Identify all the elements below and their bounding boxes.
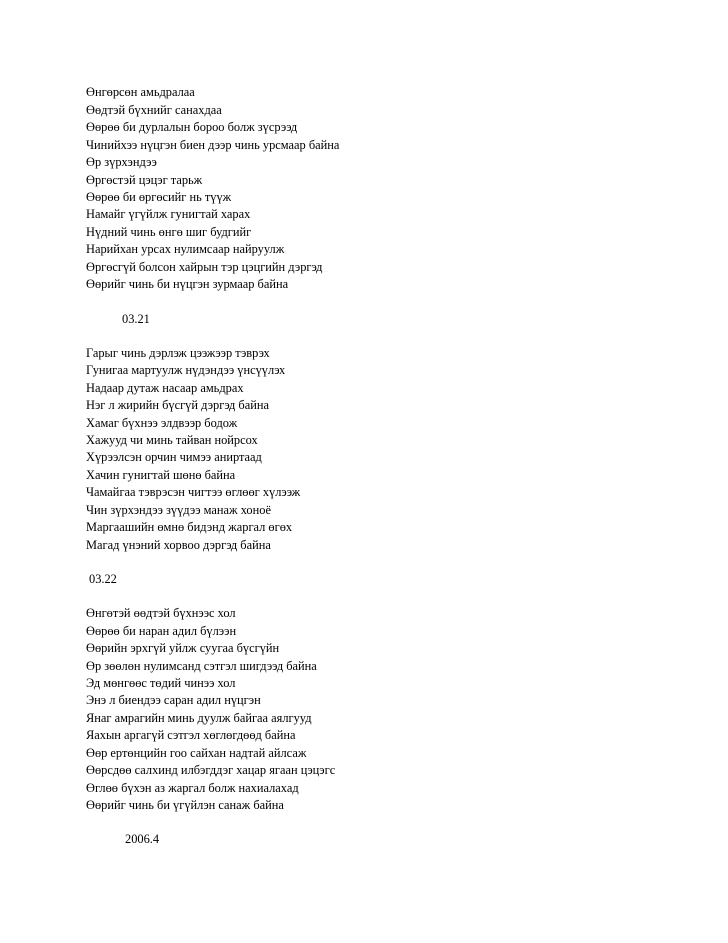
poem-line: Надаар дутаж насаар амьдрах [86, 381, 244, 395]
poem-line: Өөрийг чинь би үгүйлэн санаж байна [86, 798, 284, 812]
poem-line: Чамайгаа тэврэсэн чигтээ өглөөг хүлээж [86, 485, 301, 499]
poem-line: Өөрөө би дурлалын бороо болж зүсрээд [86, 120, 298, 134]
poem-line: Өөрсдөө салхинд илбэгддэг хацар ягаан цэцэгс [86, 763, 336, 777]
poem-line: Гарыг чинь дэрлэж цээжээр тэврэх [86, 346, 270, 360]
poem-line: Гунигаа мартуулж нүдэндээ үнсүүлэх [86, 363, 286, 377]
poem-line: Энэ л биендээ саран адил нүцгэн [86, 693, 261, 707]
poem-line: Нүдний чинь өнгө шиг будгийг [86, 225, 252, 239]
date-label: 03.22 [89, 572, 117, 586]
poem-line: Хажууд чи минь тайван нойрсох [86, 433, 258, 447]
poem-line: Магад үнэний хорвоо дэргэд байна [86, 538, 271, 552]
poem-line: Өөрийн эрхгүй уйлж суугаа бүсгүйн [86, 641, 280, 655]
poem-line: Өр зөөлөн нулимсанд сэтгэл шигдээд байна [86, 659, 317, 673]
poem-line: Эд мөнгөөс төдий чинээ хол [86, 676, 236, 690]
poem-line: Өөр ертөнцийн гоо сайхан надтай айлсаж [86, 746, 307, 760]
poem-line: Чин зүрхэндээ зүүдээ манаж хоноё [86, 503, 271, 517]
poem-line: Өргөстэй цэцэг тарьж [86, 173, 203, 187]
poem-line: Өөрийг чинь би нүцгэн зурмаар байна [86, 277, 289, 291]
poem-line: Яахын аргагүй сэтгэл хөглөгдөөд байна [86, 728, 296, 742]
poem-line: Нэг л жирийн бүсгүй дэргэд байна [86, 398, 269, 412]
poem-line: Өөрөө би наран адил бүлээн [86, 624, 237, 638]
poem-line: Маргаашийн өмнө бидэнд жаргал өгөх [86, 520, 293, 534]
poem-line: Нарийхан урсах нулимсаар найруулж [86, 242, 285, 256]
poem-line: Хүрээлсэн орчин чимээ аниртаад [86, 450, 262, 464]
poem-line: Өнгөрсөн амьдралаа [86, 85, 195, 99]
poem-line: Өр зүрхэндээ [86, 155, 157, 169]
poem-line: Өнгөтэй өөдтэй бүхнээс хол [86, 606, 236, 620]
date-label: 2006.4 [125, 832, 160, 846]
poem-line: Өөдтэй бүхнийг санахдаа [86, 103, 222, 117]
poem-line: Хамаг бүхнээ элдвээр бодож [86, 416, 238, 430]
poem-line: Өргөсгүй болсон хайрын тэр цэцгийн дэргэд [86, 260, 323, 274]
date-label: 03.21 [122, 312, 150, 326]
poem-line: Чинийхээ нүцгэн биен дээр чинь урсмаар байна [86, 138, 340, 152]
poem-line: Янаг амрагийн минь дуулж байгаа аялгууд [86, 711, 312, 725]
poem-line: Өглөө бүхэн аз жаргал болж нахиалахад [86, 781, 299, 795]
poem-line: Хачин гунигтай шөнө байна [86, 468, 236, 482]
poem-line: Намайг үгүйлж гунигтай харах [86, 207, 251, 221]
poem-line: Өөрөө би өргөсийг нь түүж [86, 190, 232, 204]
